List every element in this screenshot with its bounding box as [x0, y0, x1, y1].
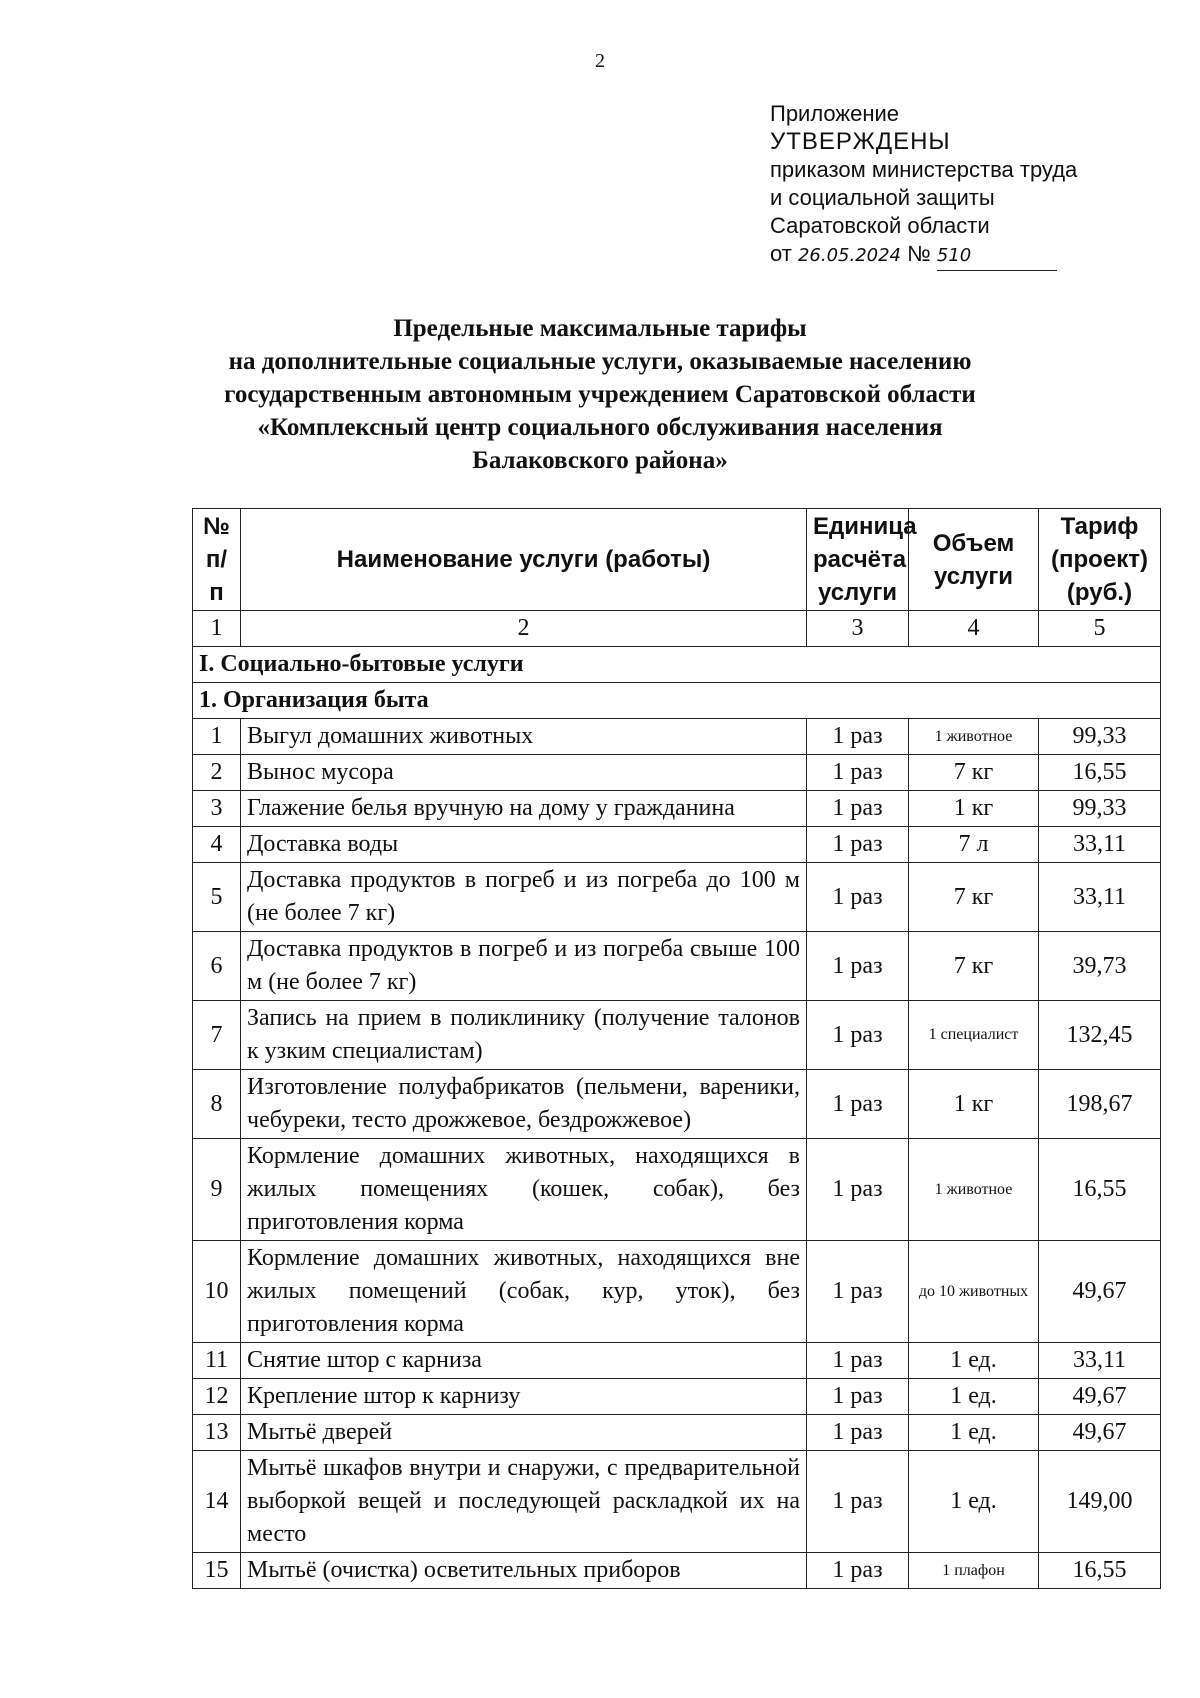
service-name: Глажение белья вручную на дому у гражданина [241, 791, 807, 827]
col-number: 3 [807, 611, 909, 647]
title-line-4: «Комплексный центр социального обслуживания населения [257, 414, 943, 441]
col-number: 2 [241, 611, 807, 647]
tariffs-table [192, 508, 1161, 1589]
table-row [193, 1415, 1161, 1451]
header-unit: Единица расчёта услуги [807, 509, 909, 611]
tariff-price: 198,67 [1039, 1070, 1161, 1139]
header-name: Наименование услуги (работы) [241, 509, 807, 611]
service-name: Снятие штор с карниза [241, 1343, 807, 1379]
service-volume: 1 кг [909, 791, 1039, 827]
table-row [193, 1553, 1161, 1589]
tariff-price: 33,11 [1039, 863, 1161, 932]
service-volume: 1 ед. [909, 1379, 1039, 1415]
header-num: № п/п [193, 509, 241, 611]
service-name: Доставка продуктов в погреб и из погреба свыше 100 м (не более 7 кг) [241, 932, 807, 1001]
service-name: Вынос мусора [241, 755, 807, 791]
tariff-price: 132,45 [1039, 1001, 1161, 1070]
table-row [193, 719, 1161, 755]
service-volume: 7 л [909, 827, 1039, 863]
table-row [193, 1451, 1161, 1553]
service-volume: 1 специалист [909, 1001, 1039, 1070]
page-number: 2 [595, 50, 605, 72]
service-volume: 1 ед. [909, 1451, 1039, 1553]
tariff-price: 49,67 [1039, 1241, 1161, 1343]
tariff-price: 99,33 [1039, 791, 1161, 827]
title-line-1: Предельные максимальные тарифы [393, 315, 807, 342]
row-number: 1 [193, 719, 241, 755]
row-number: 9 [193, 1139, 241, 1241]
row-number: 3 [193, 791, 241, 827]
appendix-label: Приложение [770, 101, 900, 126]
calc-unit: 1 раз [807, 1553, 909, 1589]
calc-unit: 1 раз [807, 827, 909, 863]
row-number: 7 [193, 1001, 241, 1070]
service-name: Доставка воды [241, 827, 807, 863]
service-volume: 1 кг [909, 1070, 1039, 1139]
table-row [193, 1379, 1161, 1415]
service-name: Мытьё дверей [241, 1415, 807, 1451]
tariff-price: 16,55 [1039, 755, 1161, 791]
row-number: 5 [193, 863, 241, 932]
col-number: 5 [1039, 611, 1161, 647]
calc-unit: 1 раз [807, 1451, 909, 1553]
table-row [193, 827, 1161, 863]
tariff-price: 99,33 [1039, 719, 1161, 755]
row-number: 6 [193, 932, 241, 1001]
row-number: 2 [193, 755, 241, 791]
table-row [193, 791, 1161, 827]
handwritten-date: 26.05.2024 [797, 245, 902, 266]
row-number: 10 [193, 1241, 241, 1343]
service-name: Мытьё (очистка) осветительных приборов [241, 1553, 807, 1589]
service-volume: 7 кг [909, 932, 1039, 1001]
table-row [193, 1001, 1161, 1070]
table-row [193, 1070, 1161, 1139]
service-name: Кормление домашних животных, находящихся в жилых помещениях (кошек, собак), без приготовления корма [241, 1139, 807, 1241]
approval-order-line: приказом министерства труда [770, 157, 1078, 182]
table-row [193, 1343, 1161, 1379]
document-title [150, 312, 1050, 477]
calc-unit: 1 раз [807, 1241, 909, 1343]
tariff-price: 49,67 [1039, 1415, 1161, 1451]
table-row [193, 1241, 1161, 1343]
service-name: Мытьё шкафов внутри и снаружи, с предварительной выборкой вещей и последующей раскладкой их на место [241, 1451, 807, 1553]
title-line-3: государственным автономным учреждением Саратовской области [224, 381, 976, 408]
calc-unit: 1 раз [807, 1379, 909, 1415]
col-number: 4 [909, 611, 1039, 647]
subsection-row [193, 683, 1161, 719]
calc-unit: 1 раз [807, 1139, 909, 1241]
table-row [193, 863, 1161, 932]
calc-unit: 1 раз [807, 755, 909, 791]
approved-label: УТВЕРЖДЕНЫ [770, 128, 951, 155]
service-volume: 1 животное [909, 1139, 1039, 1241]
tariff-price: 16,55 [1039, 1553, 1161, 1589]
row-number: 11 [193, 1343, 241, 1379]
header-volume: Объем услуги [909, 509, 1039, 611]
table-row [193, 932, 1161, 1001]
row-number: 14 [193, 1451, 241, 1553]
row-number: 15 [193, 1553, 241, 1589]
approval-block [770, 100, 1100, 271]
service-name: Выгул домашних животных [241, 719, 807, 755]
service-volume: 1 животное [909, 719, 1039, 755]
section-row [193, 647, 1161, 683]
service-name: Изготовление полуфабрикатов (пельмени, вареники, чебуреки, тесто дрожжевое, бездрожжевое) [241, 1070, 807, 1139]
calc-unit: 1 раз [807, 863, 909, 932]
tariff-price: 149,00 [1039, 1451, 1161, 1553]
calc-unit: 1 раз [807, 719, 909, 755]
number-prefix: № [907, 241, 931, 266]
section-heading: I. Социально-бытовые услуги [193, 647, 1161, 683]
tariff-price: 49,67 [1039, 1379, 1161, 1415]
row-number: 12 [193, 1379, 241, 1415]
tariff-price: 16,55 [1039, 1139, 1161, 1241]
service-volume: 7 кг [909, 863, 1039, 932]
column-numbers-row [193, 611, 1161, 647]
date-prefix: от [770, 241, 792, 266]
calc-unit: 1 раз [807, 1343, 909, 1379]
approval-ministry-line: и социальной защиты [770, 185, 995, 210]
row-number: 13 [193, 1415, 241, 1451]
table-row [193, 755, 1161, 791]
subsection-heading: 1. Организация быта [193, 683, 1161, 719]
tariff-price: 33,11 [1039, 827, 1161, 863]
tariff-price: 33,11 [1039, 1343, 1161, 1379]
table-row [193, 1139, 1161, 1241]
service-volume: 1 плафон [909, 1553, 1039, 1589]
calc-unit: 1 раз [807, 1070, 909, 1139]
calc-unit: 1 раз [807, 1415, 909, 1451]
tariff-price: 39,73 [1039, 932, 1161, 1001]
col-number: 1 [193, 611, 241, 647]
service-volume: 7 кг [909, 755, 1039, 791]
row-number: 8 [193, 1070, 241, 1139]
calc-unit: 1 раз [807, 932, 909, 1001]
service-name: Доставка продуктов в погреб и из погреба до 100 м (не более 7 кг) [241, 863, 807, 932]
header-price: Тариф (проект) (руб.) [1039, 509, 1161, 611]
service-volume: 1 ед. [909, 1343, 1039, 1379]
service-name: Запись на прием в поликлинику (получение талонов к узким специалистам) [241, 1001, 807, 1070]
service-name: Кормление домашних животных, находящихся вне жилых помещений (собак, кур, уток), без приготовления корма [241, 1241, 807, 1343]
approval-region-line: Саратовской области [770, 213, 990, 238]
service-volume: до 10 животных [909, 1241, 1039, 1343]
handwritten-order-number: 510 [936, 245, 972, 266]
calc-unit: 1 раз [807, 791, 909, 827]
title-line-5: Балаковского района» [472, 447, 728, 474]
table-header-row [193, 509, 1161, 611]
service-name: Крепление штор к карнизу [241, 1379, 807, 1415]
title-line-2: на дополнительные социальные услуги, оказываемые населению [228, 348, 972, 375]
approval-date-line [770, 240, 1100, 271]
service-volume: 1 ед. [909, 1415, 1039, 1451]
calc-unit: 1 раз [807, 1001, 909, 1070]
row-number: 4 [193, 827, 241, 863]
